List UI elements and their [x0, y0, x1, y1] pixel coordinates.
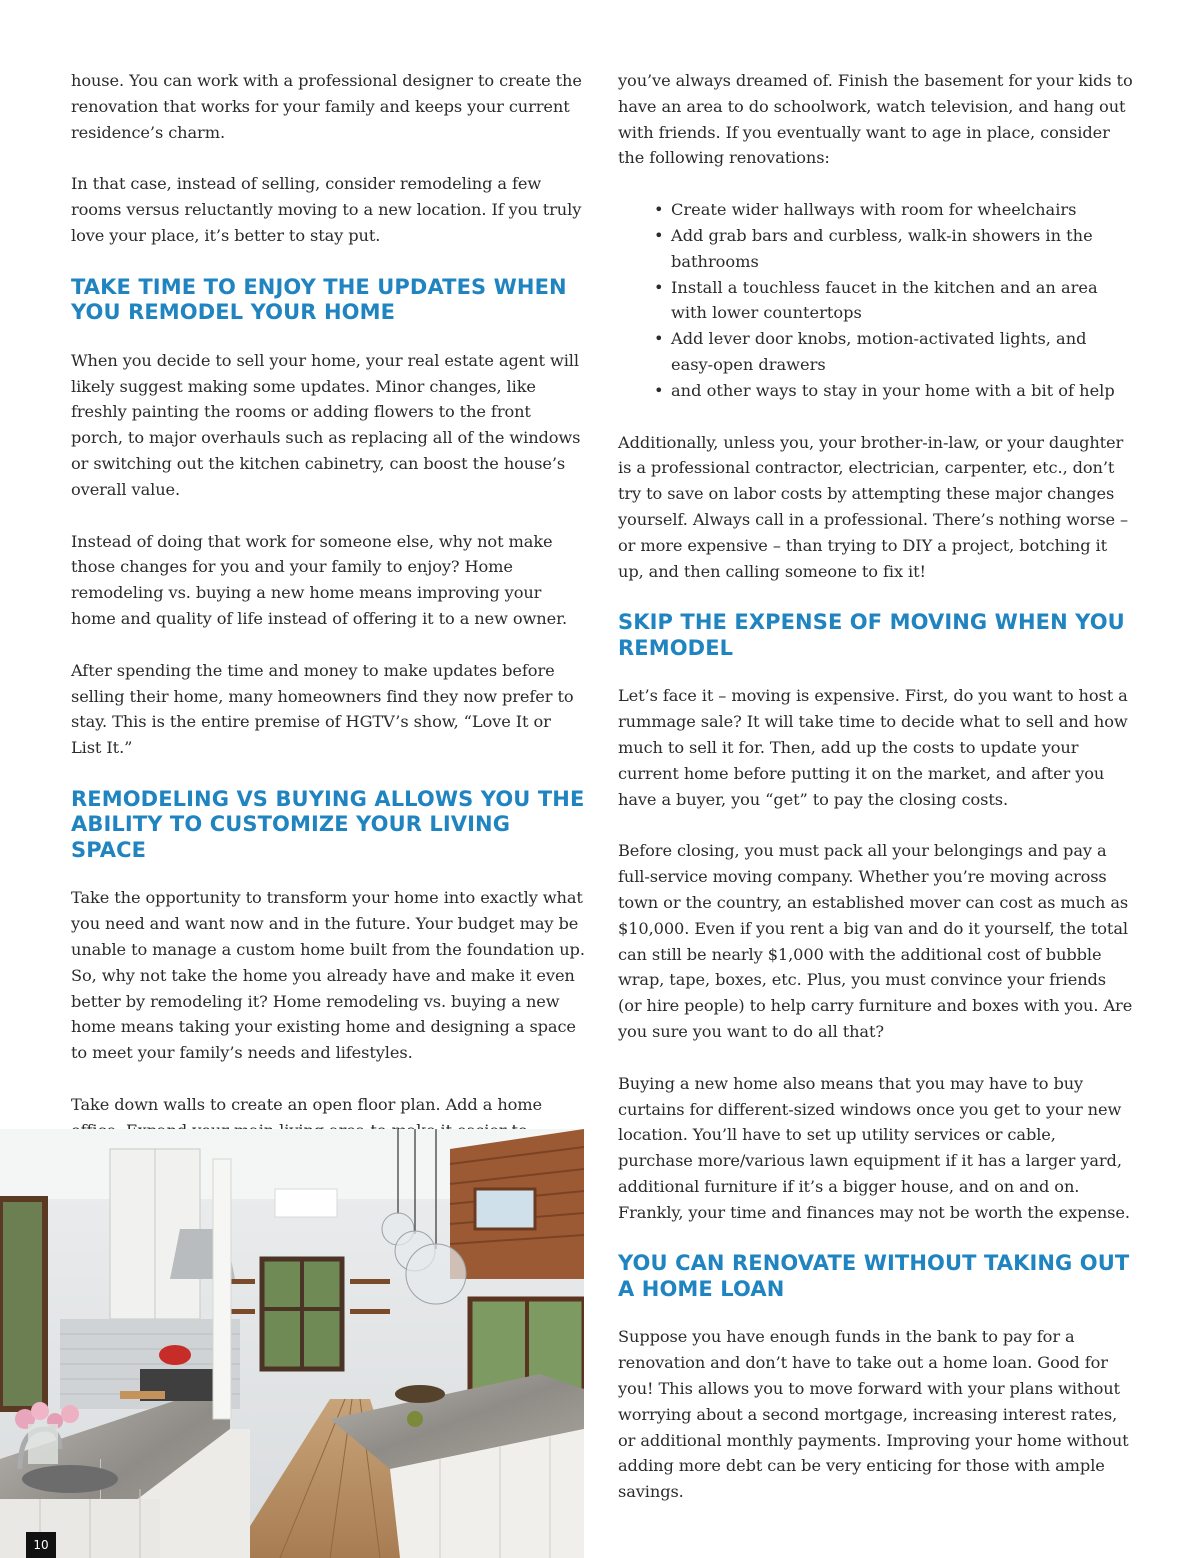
right-column — [618, 68, 1133, 1531]
left-paragraph-2: In that case, instead of selling, consider remodeling a few rooms versus reluctantly moving to a new location. If you truly love your place, it’s better to stay put. — [71, 174, 582, 245]
list-item-text: Install a touchless faucet in the kitchen and an area with lower countertops — [671, 277, 1098, 323]
bullet-icon: • — [654, 380, 664, 400]
list-item — [654, 197, 1133, 223]
left-paragraph-5: After spending the time and money to make updates before selling their home, many homeowners find they now prefer to stay. This is the entire premise of HGTV’s show, “Love It or List It.” — [71, 660, 574, 758]
right-paragraph-2: Additionally, unless you, your brother-in-law, or your daughter is a professional contractor, electrician, carpenter, etc., don’t try to save on labor costs by attempting these major changes yourself. Always call in a professional. There’s nothing worse – or more expensive – than trying to DIY a project, botching it up, and then calling someone to fix it! — [618, 432, 1129, 581]
list-item — [654, 378, 1133, 404]
age-in-place-list — [618, 197, 1133, 403]
heading-enjoy-updates: TAKE TIME TO ENJOY THE UPDATES WHEN YOU REMODEL YOUR HOME — [71, 274, 567, 325]
bullet-icon: • — [654, 329, 664, 349]
kitchen-illustration — [0, 1129, 584, 1558]
page-number: 10 — [26, 1532, 56, 1558]
list-item — [654, 326, 1133, 378]
right-paragraph-5: Buying a new home also means that you may have to buy curtains for different-sized windows once you get to your new location. You’ll have to set up utility services or cable, purchase more/various lawn equipment if it has a larger yard, additional furniture if it’s a bigger house, and on and on. Frankly, your time and finances may not be worth the expense. — [618, 1073, 1130, 1222]
list-item-text: and other ways to stay in your home with a bit of help — [671, 380, 1115, 400]
list-item-text: Add lever door knobs, motion-activated lights, and easy-open drawers — [671, 329, 1087, 374]
bullet-icon: • — [654, 277, 664, 297]
list-item-text: Add grab bars and curbless, walk-in showers in the bathrooms — [671, 225, 1093, 271]
heading-renovate-without-loan: YOU CAN RENOVATE WITHOUT TAKING OUT A HOME LOAN — [618, 1251, 1130, 1301]
bullet-icon: • — [654, 225, 664, 245]
right-paragraph-1: you’ve always dreamed of. Finish the basement for your kids to have an area to do schoolwork, watch television, and hang out with friends. If you eventually want to age in place, consider the following renovations: — [618, 71, 1133, 168]
right-paragraph-6: Suppose you have enough funds in the bank to pay for a renovation and don’t have to take out a home loan. Good for you! This allows you to move forward with your plans without worrying about a second mortgage, increasing interest rates, or additional monthly payments. Improving your home without adding more debt can be very enticing for those with ample savings. — [618, 1327, 1129, 1502]
heading-customize-living-space: REMODELING VS BUYING ALLOWS YOU THE ABILITY TO CUSTOMIZE YOUR LIVING SPACE — [71, 786, 585, 862]
right-paragraph-3: Let’s face it – moving is expensive. First, do you want to host a rummage sale? It will take time to decide what to sell and how much to sell it for. Then, add up the costs to update your current home before putting it on the market, and after you have a buyer, you “get” to pay the closing costs. — [618, 686, 1128, 809]
left-column — [71, 68, 586, 1221]
right-paragraph-4: Before closing, you must pack all your belongings and pay a full-service moving company. Whether you’re moving across town or the country, an established mover can cost as much as $10,000. Even if you rent a big van and do it yourself, the total can still be nearly $1,000 with the additional cost of bubble wrap, tape, boxes, etc. Plus, you must convince your friends (or hire people) to help carry furniture and boxes with you. Are you sure you want to do all that? — [618, 841, 1133, 1041]
left-paragraph-1: house. You can work with a professional designer to create the renovation that works for your family and keeps your current residence’s charm. — [71, 71, 582, 142]
list-item-text: Create wider hallways with room for wheelchairs — [671, 200, 1077, 220]
left-paragraph-4: Instead of doing that work for someone else, why not make those changes for you and your family to enjoy? Home remodeling vs. buying a new home means improving your home and quality of life instead of offering it to a new owner. — [71, 531, 568, 628]
list-item — [654, 275, 1133, 327]
left-paragraph-3: When you decide to sell your home, your real estate agent will likely suggest making some updates. Minor changes, like freshly painting the rooms or adding flowers to the front porch, to major overhauls such as replacing all of the windows or switching out the kitchen cabinetry, can boost the house’s overall value. — [71, 350, 581, 499]
left-paragraph-7: Take down walls to create an open floor plan. Add a home — [71, 1095, 543, 1115]
bullet-icon: • — [654, 200, 664, 220]
kitchen-photo — [0, 1129, 584, 1558]
list-item — [654, 223, 1133, 275]
heading-skip-moving-expense: SKIP THE EXPENSE OF MOVING WHEN YOU REMODEL — [618, 610, 1125, 660]
left-paragraph-6: Take the opportunity to transform your home into exactly what you need and want now and in the future. Your budget may be unable to manage a custom home built from the foundation up. So, why not take the home you already have and make it even better by remodeling it? Home remodeling vs. buying a new home means taking your existing home and designing a space to meet your family’s needs and lifestyles. — [71, 888, 585, 1063]
